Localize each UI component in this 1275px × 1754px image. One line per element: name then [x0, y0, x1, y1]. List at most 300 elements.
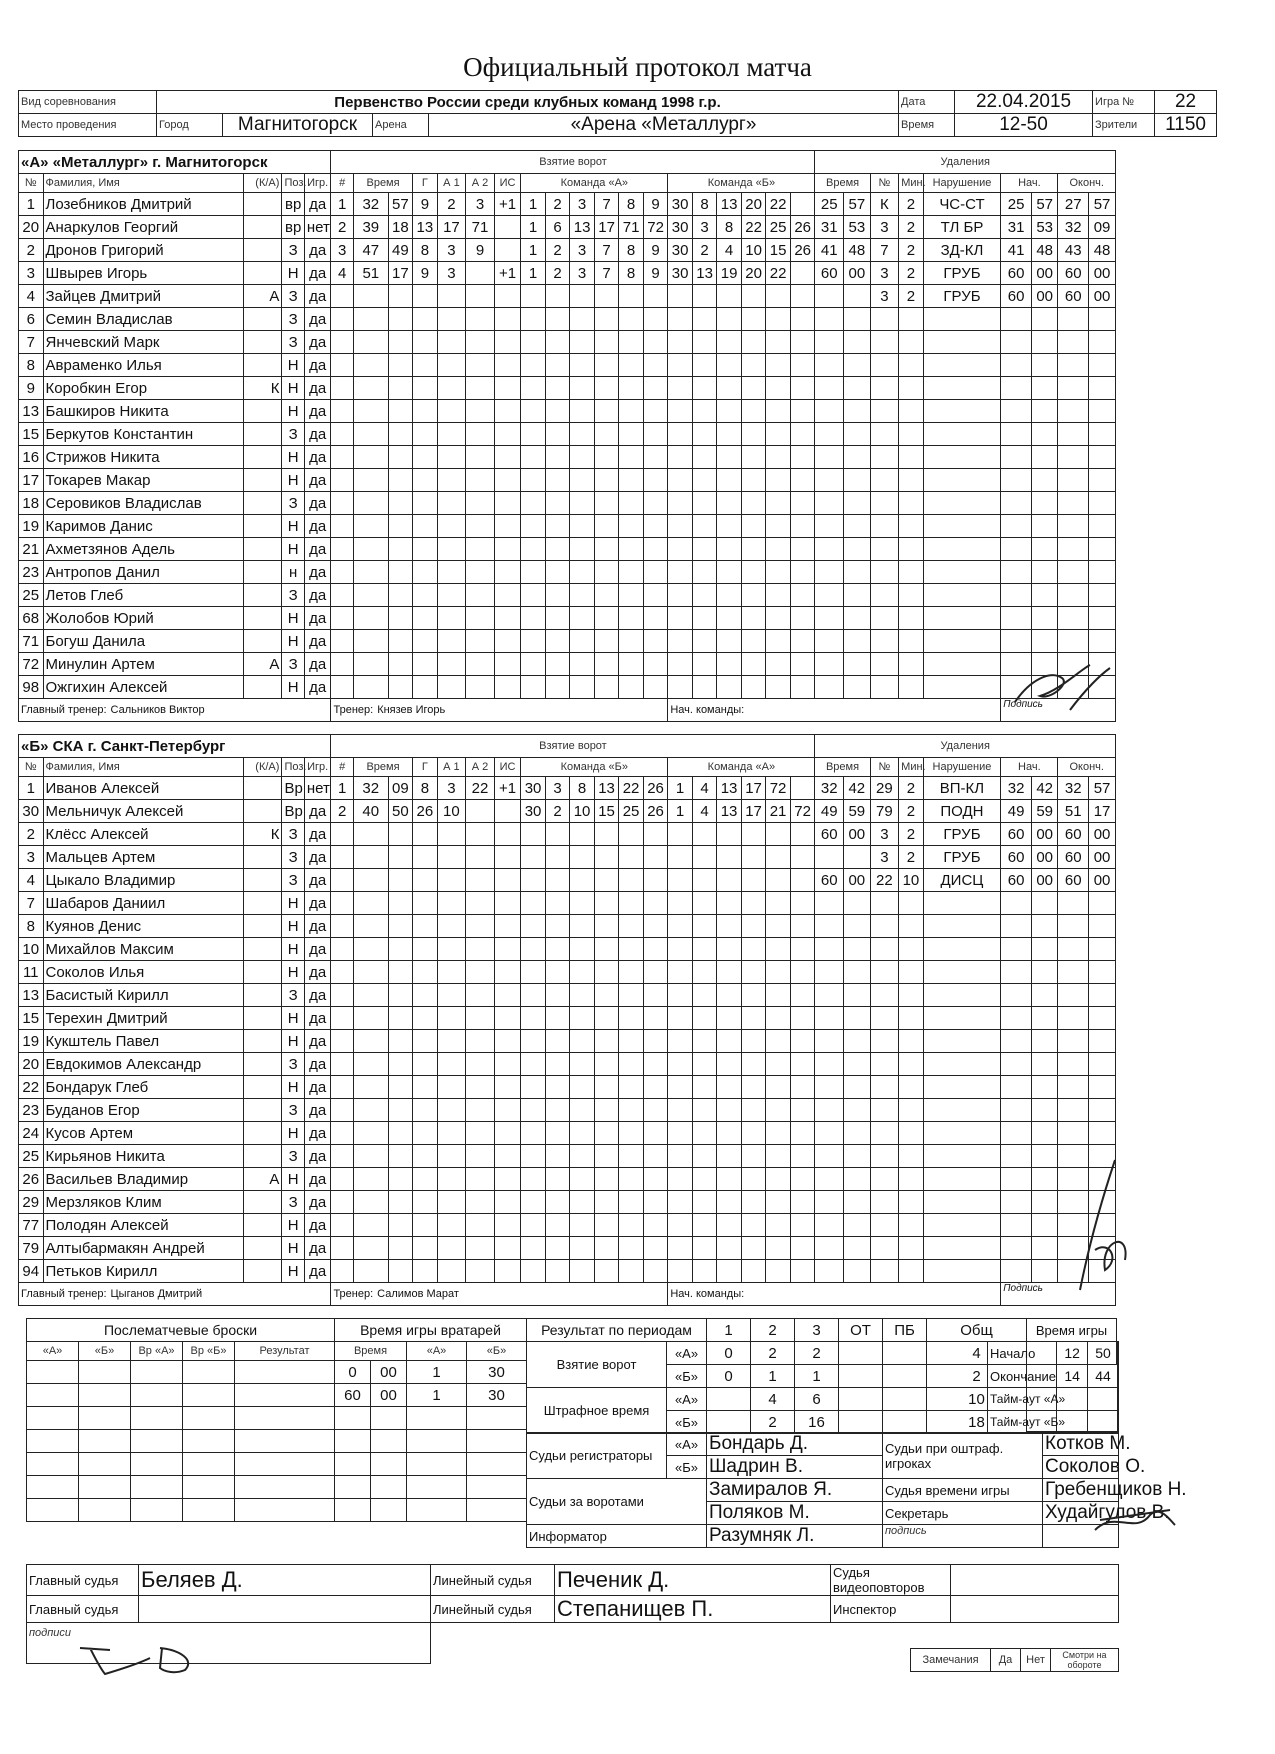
- pen-empty-cell: [844, 1191, 871, 1214]
- goalie-b: 30: [467, 1361, 527, 1384]
- goal-min: 47: [353, 239, 388, 262]
- player-role: [243, 423, 282, 446]
- goal-empty-cell: [466, 423, 495, 446]
- notes-yes[interactable]: Да: [991, 1649, 1021, 1672]
- goal-empty-cell: [741, 1214, 766, 1237]
- pen-min: 60: [815, 262, 844, 285]
- goals-label: Взятие ворот: [527, 1342, 667, 1388]
- col-igr: Игр.: [304, 758, 331, 777]
- pen-end-min: 27: [1058, 193, 1089, 216]
- player-name: Янчевский Марк: [43, 331, 243, 354]
- goal-empty-cell: [437, 1260, 466, 1283]
- pen-empty-cell: [1058, 1030, 1089, 1053]
- goal-empty-cell: [413, 331, 438, 354]
- pen-empty-cell: [1089, 938, 1116, 961]
- col-own-team: Команда «А»: [521, 174, 668, 193]
- goal-empty-cell: [766, 823, 791, 846]
- goal-opp-player: 17: [741, 800, 766, 823]
- goal-empty-cell: [643, 607, 668, 630]
- pen-empty-cell: [844, 1237, 871, 1260]
- goals-b-p3: 1: [795, 1365, 839, 1388]
- goal-empty-cell: [668, 377, 693, 400]
- goal-empty-cell: [717, 1007, 742, 1030]
- pen-empty-cell: [1058, 1007, 1089, 1030]
- pen-empty-cell: [923, 630, 1001, 653]
- penalty-box-judge-2: Соколов О.: [1043, 1456, 1119, 1479]
- goal-empty-cell: [437, 285, 466, 308]
- pen-empty-cell: [1089, 469, 1116, 492]
- goal-empty-cell: [668, 1122, 693, 1145]
- period-col: 3: [795, 1319, 839, 1342]
- col-end: Оконч.: [1058, 174, 1116, 193]
- goal-empty-cell: [466, 492, 495, 515]
- pen-empty-cell: [870, 584, 899, 607]
- goal-empty-cell: [331, 515, 353, 538]
- goal-empty-cell: [388, 607, 413, 630]
- team-b-label: «Б»: [667, 1365, 707, 1388]
- goal-empty-cell: [741, 377, 766, 400]
- goal-empty-cell: [331, 469, 353, 492]
- goal-empty-cell: [413, 607, 438, 630]
- end-min: 14: [1057, 1365, 1088, 1388]
- player-position: Н: [282, 915, 304, 938]
- goal-empty-cell: [594, 1076, 619, 1099]
- goal-empty-cell: [353, 823, 388, 846]
- pen-empty-cell: [844, 915, 871, 938]
- goal-empty-cell: [466, 892, 495, 915]
- goal-empty-cell: [717, 308, 742, 331]
- pen-empty-cell: [1089, 584, 1116, 607]
- goal-empty-cell: [521, 584, 546, 607]
- pim-label: Штрафное время: [527, 1388, 667, 1434]
- col-a2: А 2: [466, 758, 495, 777]
- pen-empty-cell: [1001, 1214, 1032, 1237]
- player-number: 23: [19, 1099, 44, 1122]
- goal-empty-cell: [570, 331, 595, 354]
- player-row: [19, 400, 1116, 423]
- pen-start-min: 60: [1001, 869, 1032, 892]
- pen-empty-cell: [1001, 561, 1032, 584]
- goal-empty-cell: [413, 561, 438, 584]
- pen-end-sec: 00: [1089, 285, 1116, 308]
- goal-empty-cell: [668, 1099, 693, 1122]
- player-position: З: [282, 584, 304, 607]
- goal-empty-cell: [437, 1007, 466, 1030]
- goal-empty-cell: [413, 1260, 438, 1283]
- goal-empty-cell: [766, 1214, 791, 1237]
- pen-empty-cell: [899, 630, 924, 653]
- goal-empty-cell: [570, 1214, 595, 1237]
- pen-end-sec: 00: [1089, 262, 1116, 285]
- player-name: Клёсс Алексей: [43, 823, 243, 846]
- player-role: К: [243, 377, 282, 400]
- coach-name: Князев Игорь: [377, 704, 446, 716]
- goal-empty-cell: [388, 1168, 413, 1191]
- player-played: да: [304, 1145, 331, 1168]
- goal-empty-cell: [668, 892, 693, 915]
- goal-empty-cell: [594, 984, 619, 1007]
- pen-sec: 48: [844, 239, 871, 262]
- goal-empty-cell: [353, 538, 388, 561]
- player-role: [243, 961, 282, 984]
- player-number: 7: [19, 892, 44, 915]
- col-opp-team: Команда «А»: [668, 758, 815, 777]
- goal-empty-cell: [643, 354, 668, 377]
- goal-empty-cell: [353, 607, 388, 630]
- player-name: Кусов Артем: [43, 1122, 243, 1145]
- coach-name: Салимов Марат: [377, 1288, 459, 1300]
- pim-a-total: 10: [927, 1388, 1027, 1411]
- pen-start-min: 41: [1001, 239, 1032, 262]
- goal-empty-cell: [668, 1168, 693, 1191]
- goal-empty-cell: [521, 1099, 546, 1122]
- timekeeper: Гребенщиков Н.: [1043, 1479, 1119, 1502]
- goal-empty-cell: [668, 1237, 693, 1260]
- goal-assist-1: 3: [437, 239, 466, 262]
- goal-empty-cell: [594, 377, 619, 400]
- goals-b-p1: 0: [707, 1365, 751, 1388]
- goal-empty-cell: [388, 892, 413, 915]
- goal-empty-cell: [494, 354, 521, 377]
- goal-empty-cell: [594, 1122, 619, 1145]
- goal-empty-cell: [466, 1099, 495, 1122]
- pen-start-sec: 48: [1031, 239, 1058, 262]
- player-name: Антропов Данил: [43, 561, 243, 584]
- player-position: З: [282, 308, 304, 331]
- start-time: 12-50: [955, 114, 1093, 137]
- goal-empty-cell: [717, 492, 742, 515]
- goal-empty-cell: [570, 1237, 595, 1260]
- linesman-1: Печеник Д.: [555, 1565, 831, 1596]
- pen-empty-cell: [844, 630, 871, 653]
- pen-empty-cell: [1001, 984, 1032, 1007]
- goal-opp-player: 13: [717, 193, 742, 216]
- goal-empty-cell: [437, 823, 466, 846]
- player-position: Н: [282, 1007, 304, 1030]
- goal-empty-cell: [413, 1053, 438, 1076]
- player-row: [19, 354, 1116, 377]
- goal-empty-cell: [521, 331, 546, 354]
- goal-assist-2: 3: [466, 193, 495, 216]
- player-name: Басистый Кирилл: [43, 984, 243, 1007]
- goal-empty-cell: [353, 846, 388, 869]
- goal-opp-player: 4: [692, 800, 717, 823]
- goal-empty-cell: [766, 423, 791, 446]
- goal-empty-cell: [643, 492, 668, 515]
- pen-empty-cell: [815, 1122, 844, 1145]
- goal-empty-cell: [594, 607, 619, 630]
- goalie-col: Время: [335, 1342, 407, 1361]
- pen-end-min: 60: [1058, 823, 1089, 846]
- player-played: да: [304, 846, 331, 869]
- pen-empty-cell: [1031, 1122, 1058, 1145]
- goal-empty-cell: [521, 423, 546, 446]
- player-played: да: [304, 239, 331, 262]
- player-position: Н: [282, 446, 304, 469]
- goal-empty-cell: [717, 1191, 742, 1214]
- goal-own-player: 13: [570, 216, 595, 239]
- player-number: 8: [19, 354, 44, 377]
- pen-empty-cell: [844, 676, 871, 699]
- player-position: Н: [282, 676, 304, 699]
- goal-empty-cell: [388, 1099, 413, 1122]
- player-role: К: [243, 823, 282, 846]
- goal-empty-cell: [466, 846, 495, 869]
- player-number: 94: [19, 1260, 44, 1283]
- pim-b-p3: 16: [795, 1411, 839, 1434]
- notes-no[interactable]: Нет: [1021, 1649, 1051, 1672]
- pen-empty-cell: [1089, 446, 1116, 469]
- col-own-team: Команда «Б»: [521, 758, 668, 777]
- player-name: Ахметзянов Адель: [43, 538, 243, 561]
- pen-empty-cell: [923, 331, 1001, 354]
- goal-own-player: 10: [570, 800, 595, 823]
- period-col: 2: [751, 1319, 795, 1342]
- goal-empty-cell: [790, 892, 815, 915]
- officials-table: [526, 1432, 1187, 1548]
- pen-empty-cell: [815, 1237, 844, 1260]
- goal-own-player: 17: [594, 216, 619, 239]
- goal-empty-cell: [494, 869, 521, 892]
- goal-empty-cell: [741, 308, 766, 331]
- pen-empty-cell: [844, 584, 871, 607]
- goal-empty-cell: [717, 938, 742, 961]
- video-judge-label: Судья видеоповторов: [831, 1565, 951, 1596]
- pen-empty-cell: [815, 1030, 844, 1053]
- goal-empty-cell: [521, 1122, 546, 1145]
- pen-empty-cell: [815, 584, 844, 607]
- pen-empty-cell: [815, 630, 844, 653]
- goal-empty-cell: [692, 984, 717, 1007]
- goal-empty-cell: [790, 961, 815, 984]
- goal-empty-cell: [437, 984, 466, 1007]
- pen-violation: ГРУБ: [923, 846, 1001, 869]
- goal-empty-cell: [668, 961, 693, 984]
- goal-empty-cell: [331, 1260, 353, 1283]
- pen-empty-cell: [1089, 1053, 1116, 1076]
- goal-empty-cell: [353, 285, 388, 308]
- timeout-a-label: Тайм-аут «А»: [988, 1388, 1057, 1411]
- goal-empty-cell: [413, 308, 438, 331]
- col-name: Фамилия, Имя: [43, 758, 243, 777]
- pen-empty-cell: [815, 984, 844, 1007]
- goal-empty-cell: [545, 1237, 570, 1260]
- goal-empty-cell: [717, 1260, 742, 1283]
- pen-empty-cell: [923, 676, 1001, 699]
- player-role: [243, 354, 282, 377]
- goal-empty-cell: [619, 961, 644, 984]
- goal-empty-cell: [766, 1145, 791, 1168]
- pen-empty-cell: [1058, 1053, 1089, 1076]
- goal-empty-cell: [331, 1145, 353, 1168]
- goal-empty-cell: [413, 400, 438, 423]
- goal-empty-cell: [521, 1030, 546, 1053]
- goal-empty-cell: [619, 354, 644, 377]
- goal-empty-cell: [668, 984, 693, 1007]
- col-pen-time: Время: [815, 758, 870, 777]
- player-role: [243, 308, 282, 331]
- player-position: З: [282, 869, 304, 892]
- goal-empty-cell: [570, 515, 595, 538]
- pen-empty-cell: [899, 377, 924, 400]
- pen-start-sec: 59: [1031, 800, 1058, 823]
- player-number: 10: [19, 938, 44, 961]
- goal-empty-cell: [643, 1099, 668, 1122]
- pen-empty-cell: [923, 308, 1001, 331]
- goal-empty-cell: [353, 869, 388, 892]
- goal-empty-cell: [643, 961, 668, 984]
- goal-empty-cell: [494, 630, 521, 653]
- goal-empty-cell: [570, 308, 595, 331]
- goal-empty-cell: [717, 1237, 742, 1260]
- goal-empty-cell: [643, 1168, 668, 1191]
- player-row: [19, 446, 1116, 469]
- player-row: [19, 193, 1116, 216]
- goal-empty-cell: [619, 1260, 644, 1283]
- goal-min: 39: [353, 216, 388, 239]
- pen-empty-cell: [1031, 469, 1058, 492]
- pen-empty-cell: [870, 961, 899, 984]
- goal-empty-cell: [545, 607, 570, 630]
- period-col: ОТ: [839, 1319, 883, 1342]
- goal-empty-cell: [594, 469, 619, 492]
- pen-empty-cell: [870, 1053, 899, 1076]
- pen-empty-cell: [923, 1237, 1001, 1260]
- pen-empty-cell: [870, 892, 899, 915]
- player-position: Н: [282, 377, 304, 400]
- goal-empty-cell: [570, 1030, 595, 1053]
- player-position: Н: [282, 1214, 304, 1237]
- goalie-b: 30: [467, 1384, 527, 1407]
- pen-empty-cell: [923, 1214, 1001, 1237]
- goal-judge-1: Замиралов Я.: [707, 1479, 883, 1502]
- goalie-time-title: Время игры вратарей: [335, 1319, 527, 1342]
- goal-empty-cell: [594, 938, 619, 961]
- pen-empty-cell: [899, 515, 924, 538]
- player-number: 15: [19, 423, 44, 446]
- goal-opp-player: [790, 262, 815, 285]
- player-name: Васильев Владимир: [43, 1168, 243, 1191]
- goal-empty-cell: [545, 846, 570, 869]
- player-position: Н: [282, 1076, 304, 1099]
- goal-empty-cell: [790, 469, 815, 492]
- pen-empty-cell: [844, 1145, 871, 1168]
- pen-empty-cell: [899, 892, 924, 915]
- pen-empty-cell: [815, 1076, 844, 1099]
- goal-number: 3: [331, 239, 353, 262]
- goal-empty-cell: [331, 1237, 353, 1260]
- goal-empty-cell: [766, 915, 791, 938]
- pen-empty-cell: [870, 492, 899, 515]
- pen-empty-cell: [1001, 1099, 1032, 1122]
- goal-empty-cell: [437, 1237, 466, 1260]
- player-name: Иванов Алексей: [43, 777, 243, 800]
- player-name: Лозебников Дмитрий: [43, 193, 243, 216]
- player-number: 77: [19, 1214, 44, 1237]
- goal-empty-cell: [494, 653, 521, 676]
- goal-empty-cell: [668, 1145, 693, 1168]
- goal-empty-cell: [545, 1076, 570, 1099]
- goal-empty-cell: [437, 630, 466, 653]
- goal-empty-cell: [692, 469, 717, 492]
- goal-empty-cell: [545, 1007, 570, 1030]
- pen-empty-cell: [1089, 423, 1116, 446]
- spectators: 1150: [1155, 114, 1217, 137]
- pen-start-min: 60: [1001, 262, 1032, 285]
- goal-empty-cell: [521, 984, 546, 1007]
- player-role: [243, 446, 282, 469]
- pen-empty-cell: [923, 423, 1001, 446]
- goal-empty-cell: [466, 400, 495, 423]
- player-number: 11: [19, 961, 44, 984]
- pen-empty-cell: [1058, 584, 1089, 607]
- goal-empty-cell: [353, 469, 388, 492]
- match-header: [18, 90, 1217, 137]
- goal-empty-cell: [388, 1053, 413, 1076]
- pen-empty-cell: [899, 423, 924, 446]
- goal-empty-cell: [545, 676, 570, 699]
- goal-empty-cell: [570, 630, 595, 653]
- pen-empty-cell: [1058, 354, 1089, 377]
- goal-empty-cell: [643, 1030, 668, 1053]
- goal-empty-cell: [521, 1007, 546, 1030]
- pen-empty-cell: [1001, 1168, 1032, 1191]
- goal-empty-cell: [388, 869, 413, 892]
- goal-empty-cell: [594, 538, 619, 561]
- goal-empty-cell: [619, 331, 644, 354]
- goal-empty-cell: [545, 869, 570, 892]
- goal-empty-cell: [521, 630, 546, 653]
- goal-empty-cell: [643, 331, 668, 354]
- pen-empty-cell: [1001, 1030, 1032, 1053]
- goal-empty-cell: [437, 561, 466, 584]
- goal-empty-cell: [413, 1007, 438, 1030]
- goal-empty-cell: [790, 308, 815, 331]
- goal-empty-cell: [790, 1053, 815, 1076]
- goal-empty-cell: [766, 938, 791, 961]
- goal-empty-cell: [466, 1076, 495, 1099]
- linesman-label: Линейный судья: [431, 1565, 555, 1596]
- player-position: вр: [282, 193, 304, 216]
- goal-empty-cell: [643, 423, 668, 446]
- goal-empty-cell: [331, 846, 353, 869]
- goal-empty-cell: [388, 308, 413, 331]
- goals-title: Взятие ворот: [331, 735, 815, 758]
- pen-minutes: 10: [899, 869, 924, 892]
- goal-scorer: 13: [413, 216, 438, 239]
- secretary-sign-label: подпись: [883, 1525, 1043, 1548]
- player-number: 25: [19, 1145, 44, 1168]
- goal-empty-cell: [494, 1214, 521, 1237]
- player-name: Богуш Данила: [43, 630, 243, 653]
- goal-empty-cell: [619, 469, 644, 492]
- goal-empty-cell: [353, 515, 388, 538]
- pen-empty-cell: [815, 400, 844, 423]
- pen-minutes: 2: [899, 823, 924, 846]
- goal-empty-cell: [353, 400, 388, 423]
- goal-empty-cell: [388, 1076, 413, 1099]
- goal-opp-player: 13: [717, 800, 742, 823]
- pen-min: [815, 846, 844, 869]
- goal-empty-cell: [717, 1122, 742, 1145]
- goal-empty-cell: [331, 1191, 353, 1214]
- pen-start-sec: 00: [1031, 285, 1058, 308]
- goal-empty-cell: [766, 561, 791, 584]
- pen-empty-cell: [1058, 538, 1089, 561]
- goal-empty-cell: [643, 676, 668, 699]
- goal-empty-cell: [570, 584, 595, 607]
- pen-empty-cell: [870, 1007, 899, 1030]
